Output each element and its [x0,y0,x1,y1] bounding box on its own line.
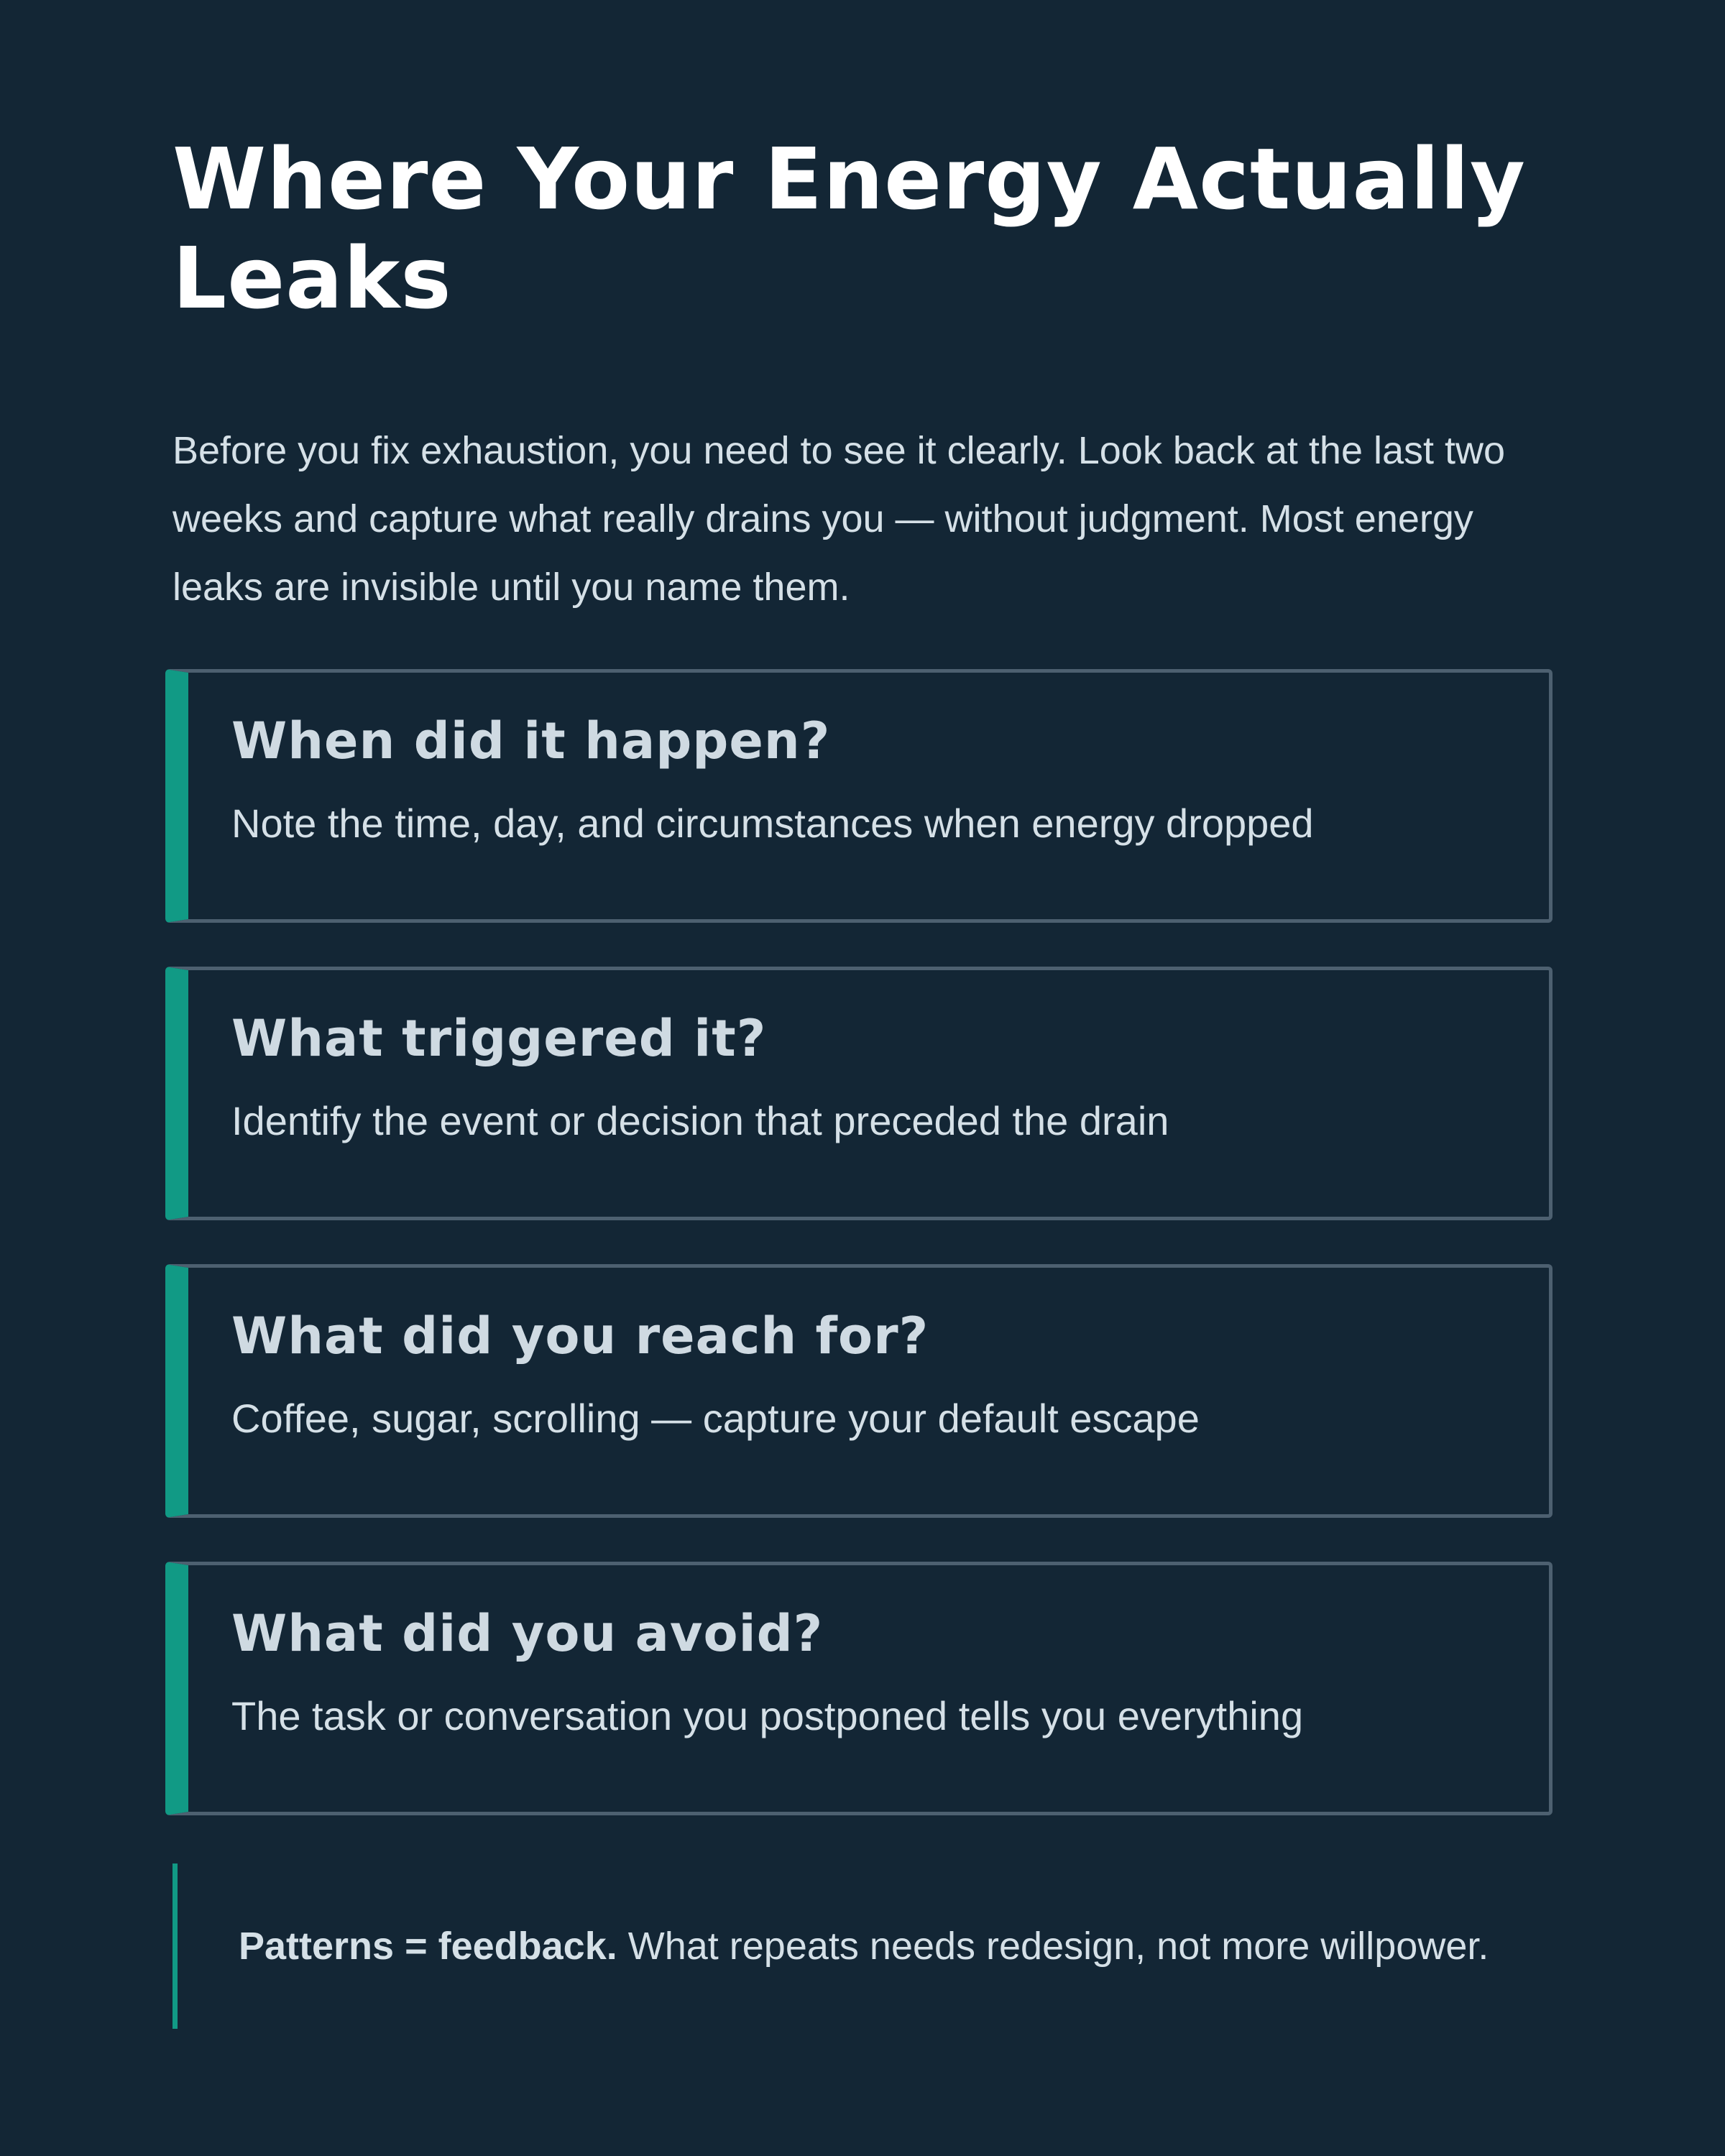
intro-paragraph: Before you fix exhaustion, you need to see it clearly. Look back at the last two weeks and capture what really drains you — without judgment. Most energy leaks are invisible until you name them. [172,429,1506,609]
card-description: Identify the event or decision that preceded the drain [231,1098,1169,1143]
callout-text [239,1917,1489,1975]
card-title: What did you reach for? [231,1307,929,1365]
card-description: Note the time, day, and circumstances when energy dropped [231,801,1314,846]
card-description: The task or conversation you postponed tells you everything [231,1693,1304,1738]
prompt-card-reach [165,1264,1552,1518]
page-title: Where Your Energy Actually Leaks [172,129,1526,328]
card-title: When did it happen? [231,711,831,770]
callout-body: What repeats needs redesign, not more willpower. [617,1925,1489,1968]
card-title: What triggered it? [231,1009,767,1068]
prompt-card-when [165,669,1552,923]
card-title: What did you avoid? [231,1604,824,1663]
prompt-card-trigger [165,967,1552,1220]
callout-box [172,1864,1558,2029]
callout-emphasis: Patterns = feedback. [239,1925,617,1968]
prompt-card-avoid [165,1562,1552,1815]
card-description: Coffee, sugar, scrolling — capture your default escape [231,1396,1200,1441]
